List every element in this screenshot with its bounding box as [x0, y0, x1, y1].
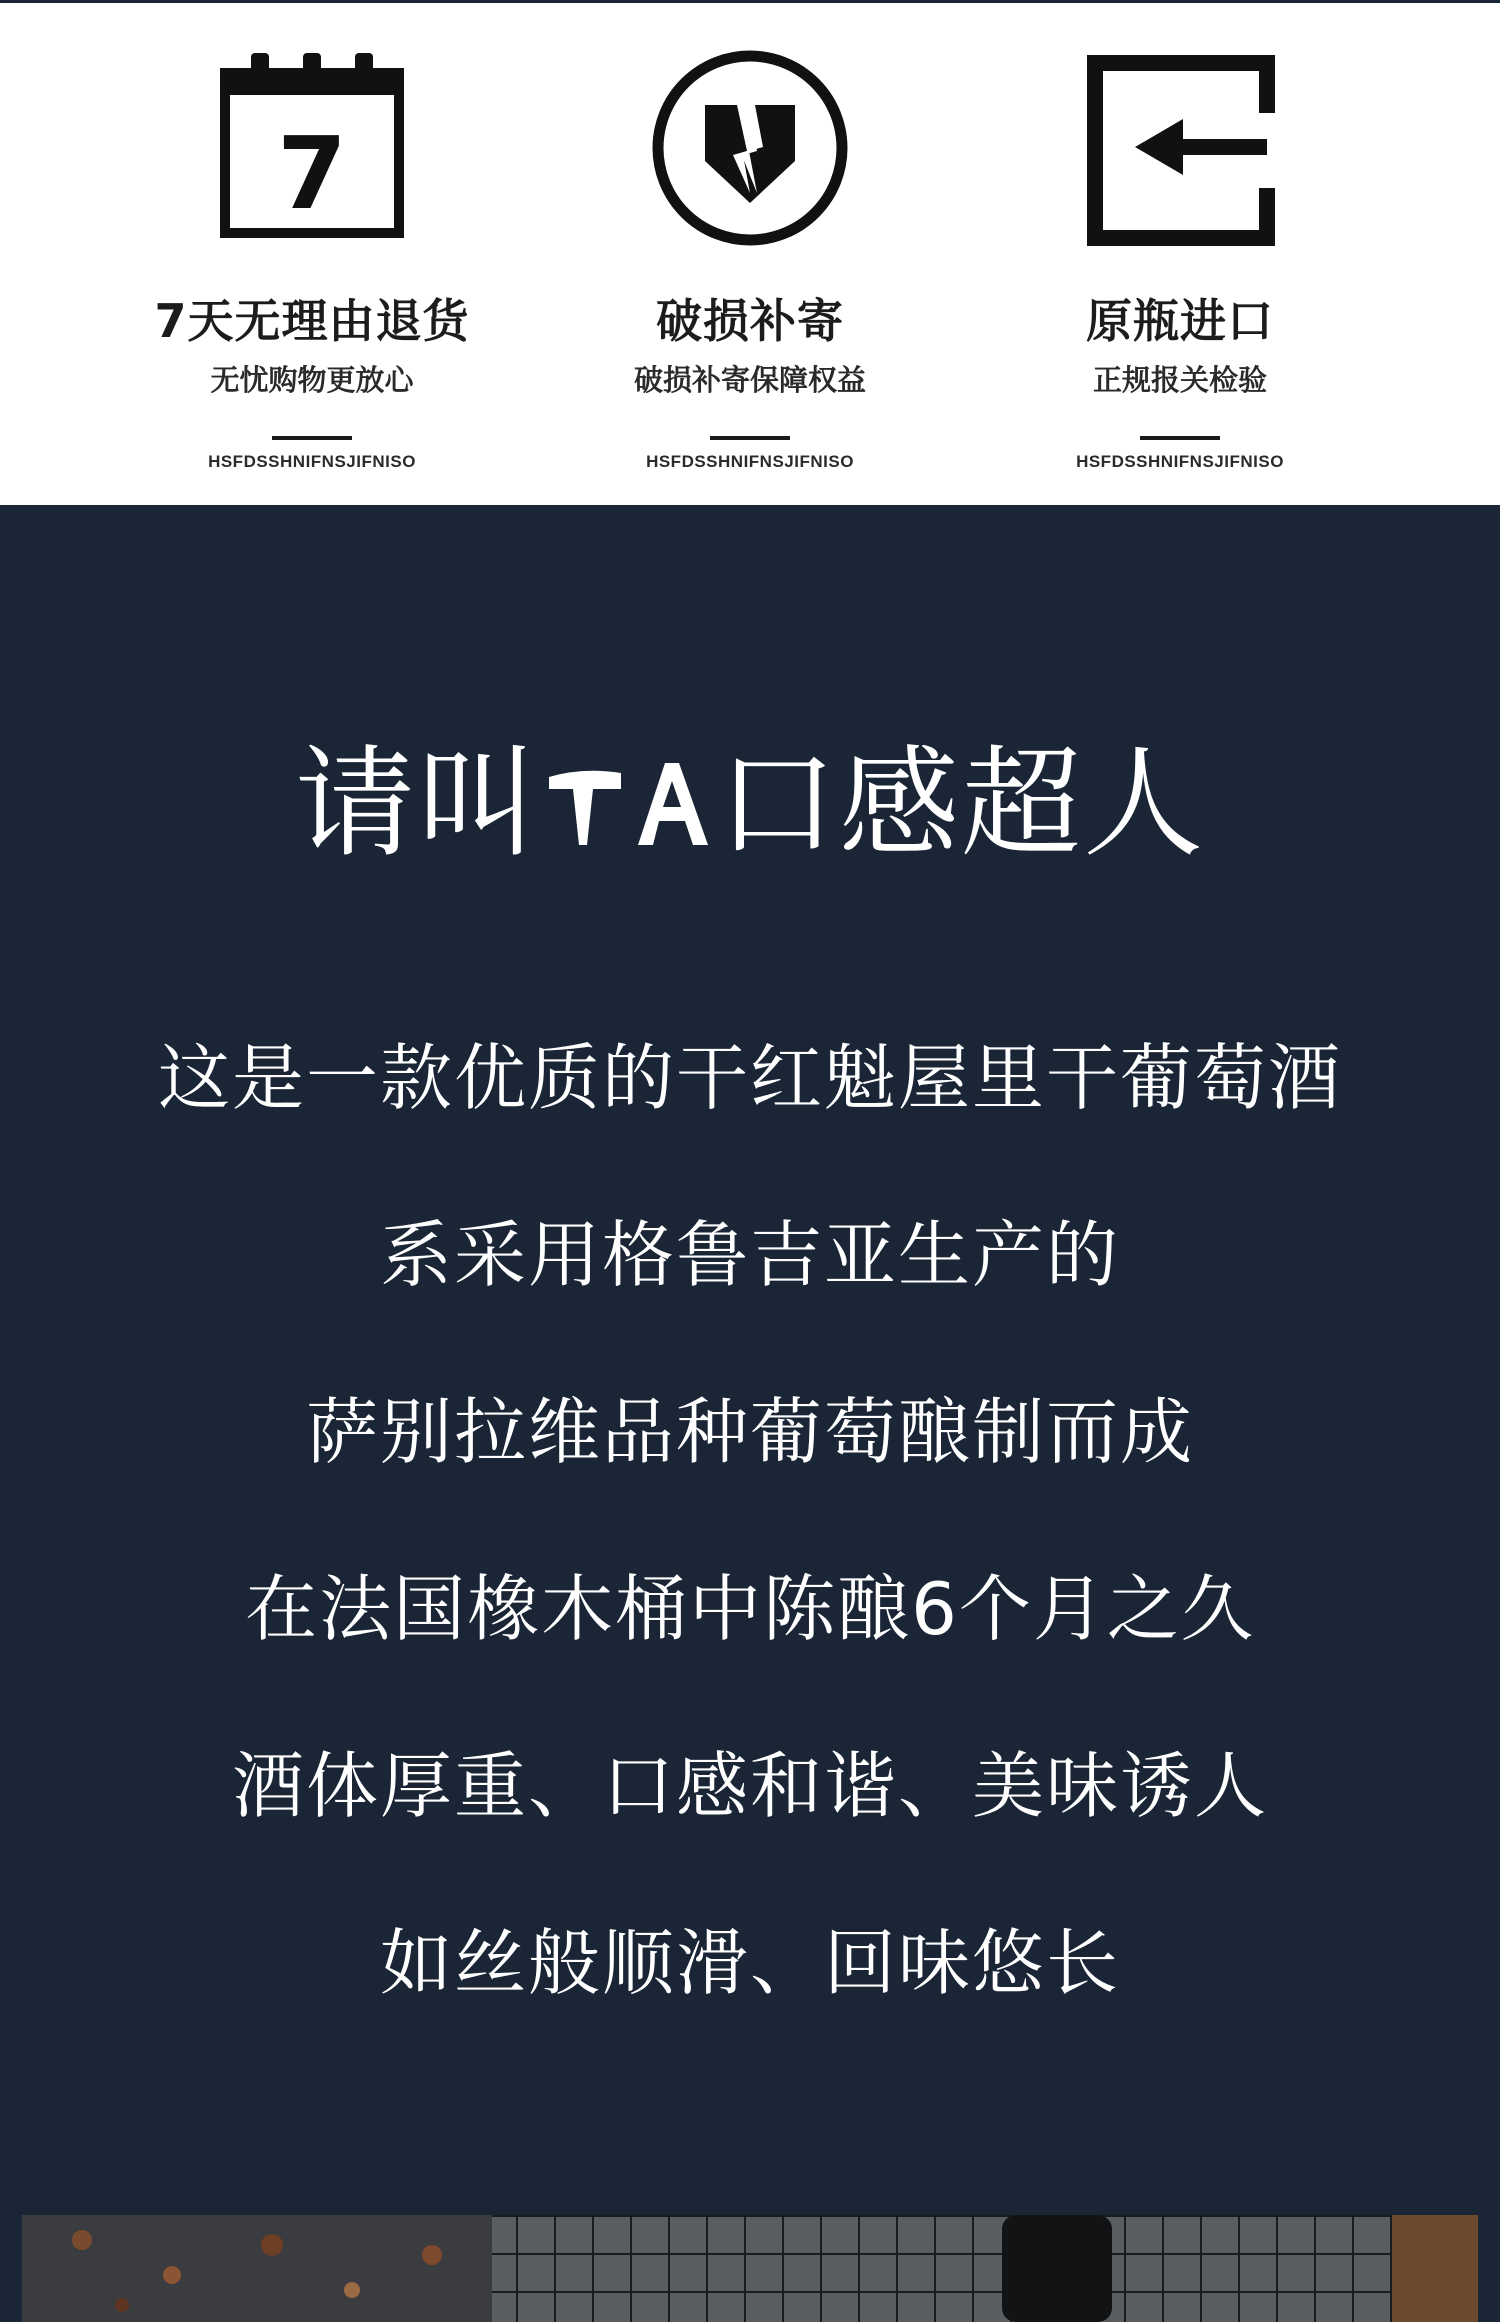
copy-line-6: 如丝般顺滑、回味悠长: [379, 1921, 1120, 2005]
copy-line-1: 这是一款优质的干红魁屋里干葡萄酒: [157, 1036, 1342, 1120]
feature-code: HSFDSSHNIFNSJIFNISO: [208, 452, 416, 471]
divider: [272, 436, 352, 440]
copy-line-5: 酒体厚重、口感和谐、美味诱人: [231, 1744, 1268, 1828]
feature-title: 7天无理由退货: [154, 294, 470, 348]
calendar-number: 7: [277, 115, 347, 232]
import-arrow-icon: [1075, 43, 1285, 253]
copy-line-4: 在法国橡木桶中陈酿6个月之久: [245, 1567, 1255, 1651]
feature-title: 原瓶进口: [1086, 294, 1274, 348]
feature-code: HSFDSSHNIFNSJIFNISO: [1076, 452, 1284, 471]
heading-prefix: 请叫: [295, 735, 539, 874]
product-photo: [22, 2215, 1478, 2322]
divider: [1140, 436, 1220, 440]
feature-subtitle: 正规报关检验: [1092, 363, 1267, 397]
ta-logo: [543, 749, 713, 859]
product-description-panel: [0, 505, 1500, 2215]
broken-shield-icon: [645, 43, 855, 253]
section-heading: [0, 730, 1500, 880]
feature-subtitle: 破损补寄保障权益: [633, 363, 866, 397]
feature-code: HSFDSSHNIFNSJIFNISO: [646, 452, 854, 471]
copy-line-2: 系采用格鲁吉亚生产的: [379, 1213, 1120, 1297]
feature-title: 破损补寄: [656, 294, 844, 348]
copy-line-3: 萨别拉维品种葡萄酿制而成: [305, 1390, 1194, 1474]
calendar-icon: [207, 43, 417, 253]
feature-subtitle: 无忧购物更放心: [210, 363, 414, 397]
feature-original-import: [940, 3, 1420, 508]
service-guarantee-strip: [0, 0, 1500, 505]
feature-return-policy: [72, 3, 552, 508]
heading-suffix: 口感超人: [717, 735, 1205, 874]
feature-damage-reship: [510, 3, 990, 508]
divider: [710, 436, 790, 440]
